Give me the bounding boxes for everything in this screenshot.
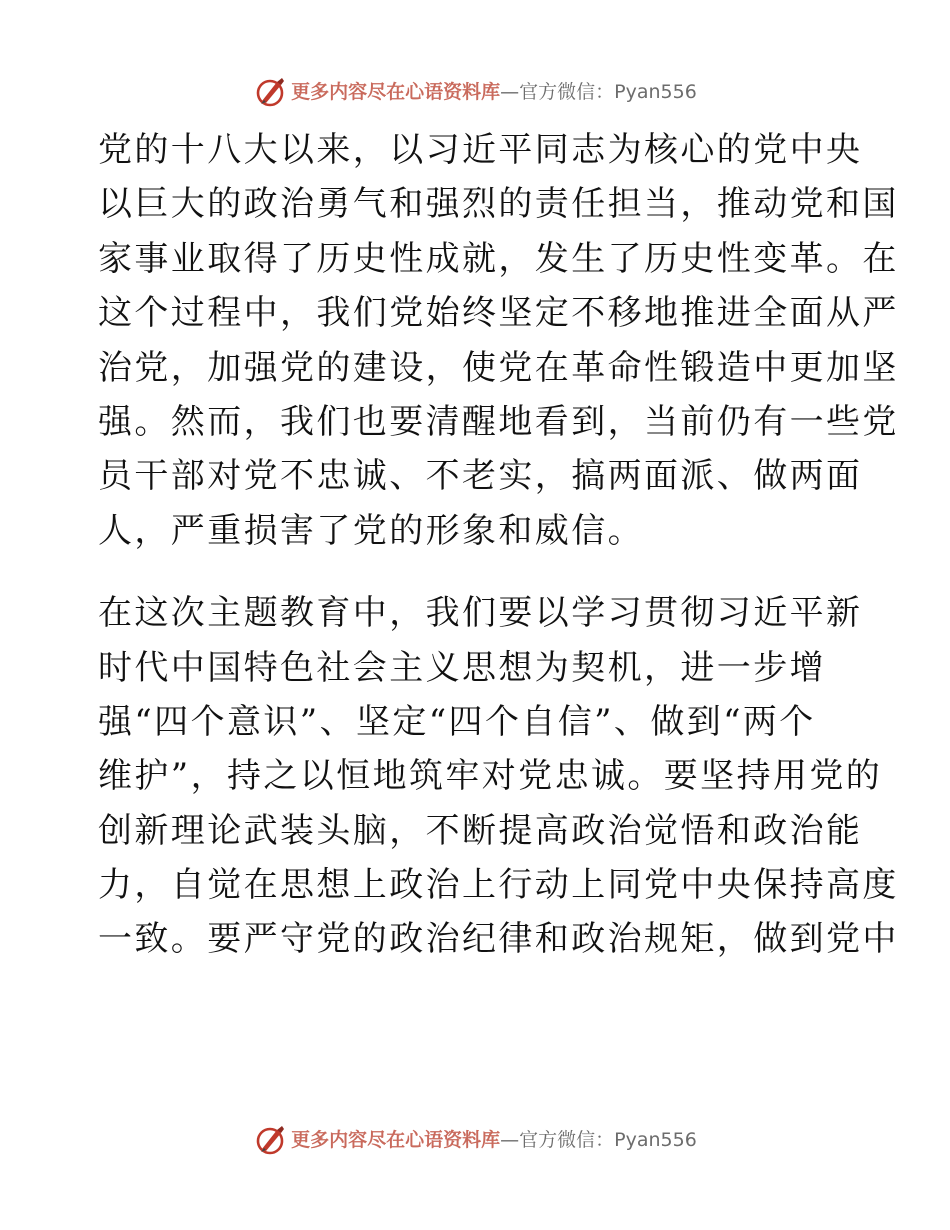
text-line: 一致。要严守党的政治纪律和政治规矩，做到党中 <box>98 919 899 960</box>
text-line: 治党，加强党的建设，使党在革命性锻造中更加坚 <box>98 347 899 388</box>
text-line: 力，自觉在思想上政治上行动上同党中央保持高度 <box>98 865 899 906</box>
footer-watermark <box>0 1120 950 1160</box>
watermark-wechat-text: —官方微信：Pyan556 <box>500 1128 697 1151</box>
text-line: 时代中国特色社会主义思想为契机，进一步增 <box>98 647 826 688</box>
text-line: 强“四个意识”、坚定“四个自信”、做到“两个 <box>98 701 816 742</box>
text-line: 人，严重损害了党的形象和威信。 <box>98 510 644 551</box>
text-line: 家事业取得了历史性成就，发生了历史性变革。在 <box>98 238 899 279</box>
quill-pen-logo-icon <box>253 1123 287 1157</box>
text-line: 创新理论武装头脑，不断提高政治觉悟和政治能 <box>98 810 863 851</box>
document-body <box>98 123 899 967</box>
text-line: 维护”，持之以恒地筑牢对党忠诚。要坚持用党的 <box>98 756 883 797</box>
watermark-wechat-text: —官方微信：Pyan556 <box>500 80 697 103</box>
header-watermark <box>0 72 950 112</box>
text-line: 在这次主题教育中，我们要以学习贯彻习近平新 <box>98 593 863 634</box>
text-line: 员干部对党不忠诚、不老实，搞两面派、做两面 <box>98 456 863 497</box>
paragraph-2 <box>98 586 899 967</box>
watermark-site-text: 更多内容尽在心语资料库 <box>291 80 501 103</box>
text-line: 这个过程中，我们党始终坚定不移地推进全面从严 <box>98 293 899 334</box>
text-line: 以巨大的政治勇气和强烈的责任担当，推动党和国 <box>98 184 899 225</box>
text-line: 强。然而，我们也要清醒地看到，当前仍有一些党 <box>98 401 899 442</box>
quill-pen-logo-icon <box>253 75 287 109</box>
watermark-site-text: 更多内容尽在心语资料库 <box>291 1128 501 1151</box>
paragraph-1 <box>98 123 899 558</box>
text-line: 党的十八大以来，以习近平同志为核心的党中央 <box>98 130 863 170</box>
